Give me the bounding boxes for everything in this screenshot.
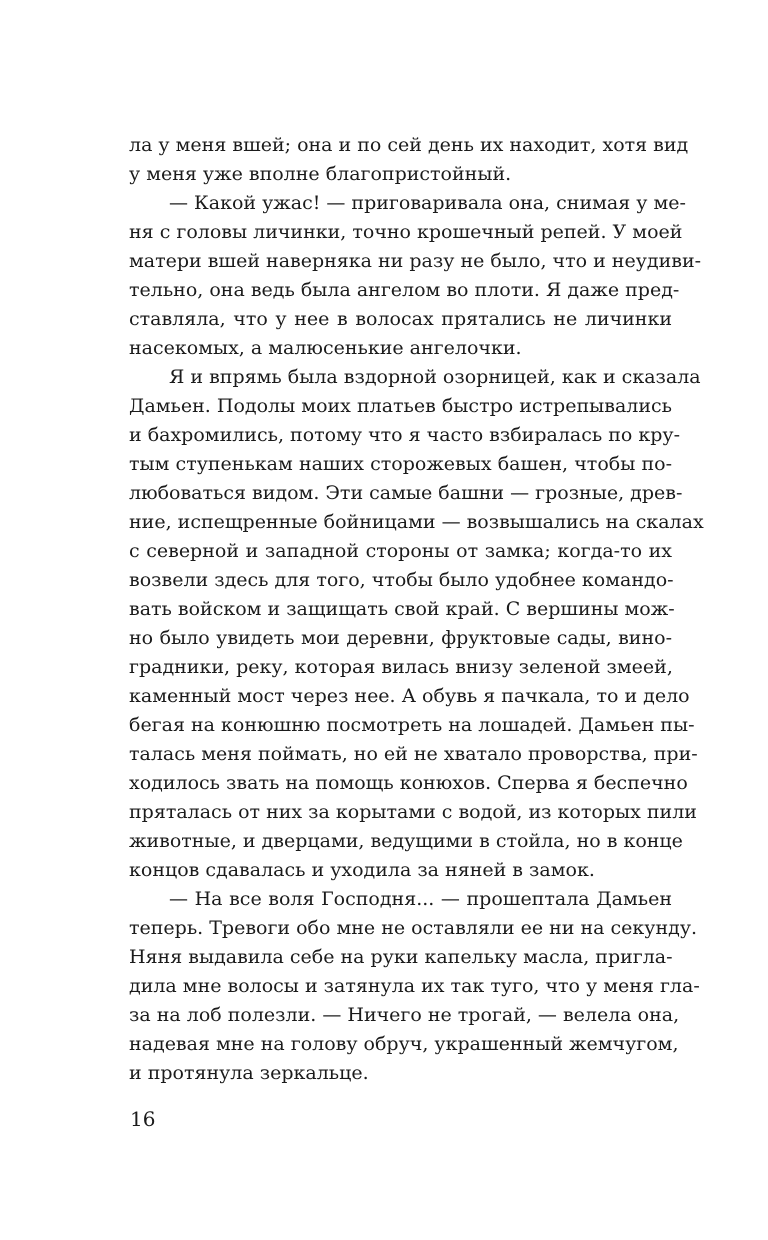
text-line: бегая на конюшню посмотреть на лошадей. Дамьен пы- <box>129 714 695 736</box>
text-line: любоваться видом. Эти самые башни — грозные, древ- <box>129 482 683 504</box>
text-line: — На все воля Господня... — прошептала Дамьен <box>169 888 672 910</box>
text-line: ние, испещренные бойницами — возвышались на скалах <box>129 511 704 533</box>
text-line: концов сдавалась и уходила за няней в замок. <box>129 859 595 881</box>
text-line: Няня выдавила себе на руки капельку масла, пригла- <box>129 946 673 968</box>
text-line: надевая мне на голову обруч, украшенный жемчугом, <box>129 1033 679 1055</box>
text-line: ходилось звать на помощь конюхов. Сперва я беспечно <box>129 772 688 794</box>
paragraph <box>129 131 689 189</box>
text-line: талась меня поймать, но ей не хватало проворства, при- <box>129 743 698 765</box>
text-line: ла у меня вшей; она и по сей день их находит, хотя вид <box>129 134 689 156</box>
text-line: пряталась от них за корытами с водой, из которых пили <box>129 801 697 823</box>
text-line: — Какой ужас! — приговаривала она, снимая у ме- <box>169 192 686 214</box>
text-line: за на лоб полезли. — Ничего не трогай, — велела она, <box>129 1004 680 1026</box>
page-number: 16 <box>130 1107 156 1131</box>
text-line: дила мне волосы и затянула их так туго, что у меня гла- <box>129 975 700 997</box>
text-line: и протянула зеркальце. <box>129 1062 369 1084</box>
text-line: у меня уже вполне благопристойный. <box>129 163 512 185</box>
text-line: Дамьен. Подолы моих платьев быстро истрепывались <box>129 395 672 417</box>
text-line: животные, и дверцами, ведущими в стойла, но в конце <box>129 830 683 852</box>
text-line: возвели здесь для того, чтобы было удобнее командо- <box>129 569 674 591</box>
text-line: с северной и западной стороны от замка; когда-то их <box>129 540 672 562</box>
text-line: тельно, она ведь была ангелом во плоти. Я даже пред- <box>129 279 680 301</box>
text-line: каменный мост через нее. А обувь я пачкала, то и дело <box>129 685 690 707</box>
text-line: насекомых, а малюсенькие ангелочки. <box>129 337 522 359</box>
paragraph <box>129 885 700 1088</box>
text-block <box>129 131 704 1088</box>
text-line: теперь. Тревоги обо мне не оставляли ее ни на секунду. <box>129 917 698 939</box>
text-line: вать войском и защищать свой край. С вершины мож- <box>129 598 675 620</box>
paragraph <box>129 189 702 363</box>
text-line: и бахромились, потому что я часто взбиралась по кру- <box>129 424 681 446</box>
paragraph <box>129 363 704 885</box>
text-line: градники, реку, которая вилась внизу зеленой змеей, <box>129 656 673 678</box>
text-line: матери вшей наверняка ни разу не было, что и неудиви- <box>129 250 702 272</box>
text-line: ня с головы личинки, точно крошечный репей. У моей <box>129 221 683 243</box>
text-line: Я и впрямь была вздорной озорницей, как и сказала <box>169 366 701 388</box>
text-line: ставляла, что у нее в волосах прятались не личинки <box>129 308 672 330</box>
text-line: но было увидеть мои деревни, фруктовые сады, вино- <box>129 627 672 649</box>
text-line: тым ступенькам наших сторожевых башен, чтобы по- <box>129 453 672 475</box>
